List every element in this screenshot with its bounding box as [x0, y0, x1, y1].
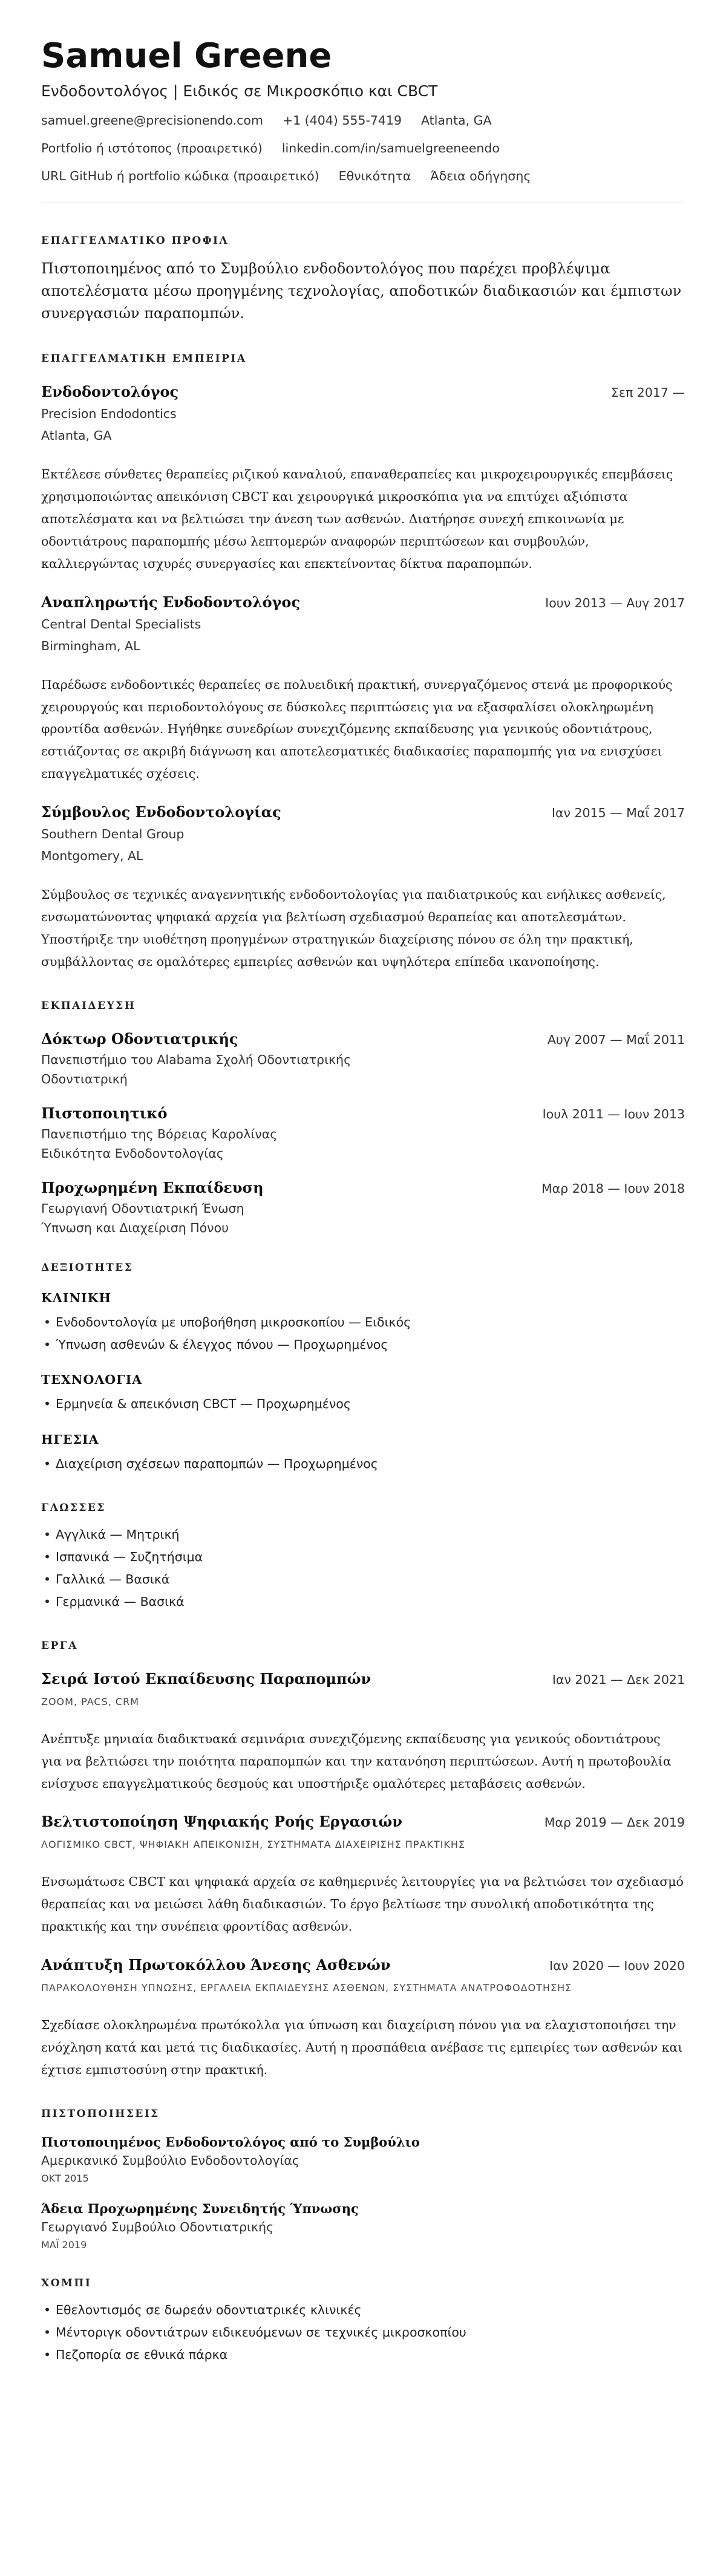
degree-field: Ειδικότητα Ενδοδοντολογίας	[41, 1146, 224, 1161]
skill-group	[41, 1432, 685, 1475]
project-title: Ανάπτυξη Πρωτοκόλλου Άνεσης Ασθενών	[41, 1956, 391, 1974]
hobby-item: • Πεζοπορία σε εθνικά πάρκα	[41, 2344, 685, 2366]
hobby-item: • Εθελοντισμός σε δωρεάν οδοντιατρικές κλινικές	[41, 2299, 685, 2321]
degree-title: Δόκτωρ Οδοντιατρικής	[41, 1029, 238, 1048]
certification-title: Πιστοποιημένος Ενδοδοντολόγος από το Συμβούλιο	[41, 2134, 420, 2150]
education-entry	[41, 1179, 685, 1235]
experience-entry	[41, 593, 685, 785]
project-date: Ιαν 2020 — Ιουν 2020	[549, 1958, 685, 1974]
project-tech: ΛΟΓΙΣΜΙΚΟ CBCT, ΨΗΦΙΑΚΗ ΑΠΕΙΚΟΝΙΣΗ, ΣΥΣΤΗΜΑΤΑ ΔΙΑΧΕΙΡΙΣΗΣ ΠΡΑΚΤΙΚΗΣ	[41, 1839, 466, 1851]
experience-entry	[41, 383, 685, 575]
skill-item: • Διαχείριση σχέσεων παραπομπών — Προχωρημένος	[41, 1453, 685, 1475]
section-title-hobbies: ΧΟΜΠΙ	[41, 2277, 92, 2289]
skill-group-title: ΤΕΧΝΟΛΟΓΙΑ	[41, 1372, 143, 1387]
contact-row-3	[41, 169, 685, 183]
degree-date: Μαρ 2018 — Ιουν 2018	[541, 1181, 685, 1196]
hobby-item: • Μέντοριγκ οδοντιάτρων ειδικευόμενων σε τεχνικές μικροσκοπίου	[41, 2321, 685, 2344]
job-date: Σεπ 2017 —	[610, 385, 685, 400]
project-date: Μαρ 2019 — Δεκ 2019	[544, 1815, 685, 1830]
section-title-profile: ΕΠΑΓΓΕΛΜΑΤΙΚΟ ΠΡΟΦΙΛ	[41, 234, 229, 247]
section-title-projects: ΕΡΓΑ	[41, 1639, 78, 1652]
job-company: Central Dental Specialists	[41, 616, 201, 631]
language-list	[41, 1524, 685, 1613]
language-item: • Ισπανικά — Συζητήσιμα	[41, 1546, 685, 1568]
profile-summary: Πιστοποιημένος από το Συμβούλιο ενδοδοντολόγος που παρέχει προβλέψιμα αποτελέσματα μέσω προηγμένης τεχνολογίας, αποδοτικών διαδικασιών και έμπιστων συνεργασιών παραπομπών.	[41, 259, 682, 322]
project-title: Βελτιστοποίηση Ψηφιακής Ροής Εργασιών	[41, 1813, 402, 1831]
job-date: Ιαν 2015 — Μαΐ 2017	[551, 806, 685, 821]
job-description: Παρέδωσε ενδοδοντικές θεραπείες σε πολυειδική πρακτική, συνεργαζόμενος στενά με προφορικούς χειρουργούς και περιοδοντολόγους σε δύσκολες περιπτώσεις για να εξασφαλίσει ολοκληρωμένη φροντίδα ασθενών. Ηγήθηκε συνεδρίων συνεχιζόμενης εκπαίδευσης για γενικούς οδοντιάτρους, εστιάζοντας σε ακριβή διάγνωση και αποτελεσματικές διαδικασίες παραπομπής για να ενισχύσει επαγγελματικές σχέσεις.	[41, 677, 673, 781]
resume-header	[41, 37, 685, 183]
education-list	[41, 1030, 685, 1235]
job-title: Αναπληρωτής Ενδοδοντολόγος	[41, 593, 301, 611]
job-company: Southern Dental Group	[41, 827, 185, 842]
contact-phone[interactable]: +1 (404) 555-7419	[282, 112, 402, 128]
skill-list	[41, 1393, 685, 1415]
experience-entry	[41, 803, 685, 973]
skill-group-title: ΗΓΕΣΙΑ	[41, 1432, 99, 1447]
contact-linkedin[interactable]: linkedin.com/in/samuelgreeneendo	[281, 140, 500, 155]
section-title-skills: ΔΕΞΙΟΤΗΤΕΣ	[41, 1261, 134, 1274]
certification-issuer: Γεωργιανό Συμβούλιο Οδοντιατρικής	[41, 2219, 274, 2234]
job-location: Birmingham, AL	[41, 638, 140, 653]
skill-item: • Ενδοδοντολογία με υποβοήθηση μικροσκοπίου — Ειδικός	[41, 1311, 685, 1334]
project-tech: ZOOM, PACS, CRM	[41, 1695, 140, 1707]
skill-group	[41, 1372, 685, 1415]
education-entry	[41, 1030, 685, 1086]
contact-driving-license: Άδεια οδήγησης	[430, 168, 531, 183]
language-item: • Γαλλικά — Βασικά	[41, 1568, 685, 1591]
education-entry	[41, 1104, 685, 1161]
degree-date: Αυγ 2007 — Μαΐ 2011	[547, 1032, 685, 1047]
job-title: Ενδοδοντολόγος	[41, 383, 179, 401]
project-description: Ανέπτυξε μηνιαία διαδικτυακά σεμινάρια συνεχιζόμενης εκπαίδευσης για γενικούς οδοντιάτρους για να βελτιώσει την ποιότητα παραπομπών και την κατανόηση περιπτώσεων. Αυτή η πρωτοβουλία ενίσχυσε επαγγελματικούς δεσμούς και υποστήριξε ομαλότερες μεταβάσεις ασθενών.	[41, 1731, 672, 1791]
project-description: Ενσωμάτωσε CBCT και ψηφιακά αρχεία σε καθημερινές λειτουργίες για να βελτιώσει τον σχεδιασμό θεραπείας και να μειώσει λάθη διαδικασιών. Το έργο βελτίωσε την συνολική αποδοτικότητα της πρακτικής και την συνέπεια φροντίδας ασθενών.	[41, 1874, 684, 1934]
contact-portfolio[interactable]: Portfolio ή ιστότοπος (προαιρετικό)	[41, 140, 263, 155]
job-company: Precision Endodontics	[41, 406, 177, 422]
contact-location: Atlanta, GA	[421, 112, 492, 128]
job-description: Εκτέλεσε σύνθετες θεραπείες ριζικού καναλιού, επαναθεραπείες και μικροχειρουργικές επεμβάσεις χρησιμοποιώντας απεικόνιση CBCT και χειρουργικά μικροσκόπια για να επιτύχει αξιόπιστα αποτελέσματα και να βελτιώσει την άνεση των ασθενών. Διατήρησε συνεχή επικοινωνία με οδοντιάτρους παραπομπής μέσω λεπτομερών αναφορών περιπτώσεων και συμβουλών, καλλιεργώντας ισχυρές συνεργασίες και επεκτείνοντας δίκτυα παραπομπών.	[41, 467, 673, 571]
candidate-headline: Ενδοδοντολόγος | Ειδικός σε Μικροσκόπιο και CBCT	[41, 82, 438, 100]
project-description: Σχεδίασε ολοκληρωμένα πρωτόκολλα για ύπνωση και διαχείριση πόνου για να ελαχιστοποιήσει την ενόχληση κατά και μετά τις διαδικασίες. Αυτή η προσπάθεια ανέβασε τις εμπειρίες των ασθενών και έχτισε εμπιστοσύνη στην πρακτική.	[41, 2018, 683, 2077]
hobby-list	[41, 2299, 685, 2366]
certification-date: ΜΑΪ 2019	[41, 2239, 87, 2251]
project-entry	[41, 1670, 685, 1795]
contact-nationality: Εθνικότητα	[338, 168, 411, 183]
contact-row-2	[41, 141, 685, 155]
section-title-languages: ΓΛΩΣΣΕΣ	[41, 1502, 106, 1515]
contact-row-1	[41, 113, 685, 128]
contact-github[interactable]: URL GitHub ή portfolio κώδικα (προαιρετικό)	[41, 168, 319, 183]
project-tech: ΠΑΡΑΚΟΛΟΥΘΗΣΗ ΥΠΝΩΣΗΣ, ΕΡΓΑΛΕΙΑ ΕΚΠΑΙΔΕΥΣΗΣ ΑΣΘΕΝΩΝ, ΣΥΣΤΗΜΑΤΑ ΑΝΑΤΡΟΦΟΔΟΤΗΣΗΣ	[41, 1982, 572, 1994]
job-date: Ιουν 2013 — Αυγ 2017	[545, 595, 685, 610]
candidate-name: Samuel Greene	[41, 36, 332, 76]
certification-entry	[41, 2134, 685, 2184]
skill-group	[41, 1291, 685, 1356]
job-title: Σύμβουλος Ενδοδοντολογίας	[41, 803, 281, 821]
degree-institution: Πανεπιστήμιο της Βόρειας Καρολίνας	[41, 1126, 278, 1141]
section-title-experience: ΕΠΑΓΓΕΛΜΑΤΙΚΗ ΕΜΠΕΙΡΙΑ	[41, 353, 247, 365]
certification-list	[41, 2134, 685, 2251]
degree-title: Πιστοποιητικό	[41, 1104, 168, 1122]
degree-institution: Γεωργιανή Οδοντιατρική Ένωση	[41, 1201, 244, 1216]
degree-institution: Πανεπιστήμιο του Alabama Σχολή Οδοντιατρικής	[41, 1052, 352, 1067]
section-title-certifications: ΠΙΣΤΟΠΟΙΗΣΕΙΣ	[41, 2107, 160, 2120]
project-entry	[41, 1956, 685, 2081]
certification-entry	[41, 2201, 685, 2251]
project-title: Σειρά Ιστού Εκπαίδευσης Παραπομπών	[41, 1669, 371, 1687]
skill-list	[41, 1311, 685, 1356]
job-location: Montgomery, AL	[41, 849, 143, 864]
degree-field: Οδοντιατρική	[41, 1071, 128, 1086]
certification-issuer: Αμερικανικό Συμβούλιο Ενδοδοντολογίας	[41, 2153, 299, 2168]
skill-item: • Ύπνωση ασθενών & έλεγχος πόνου — Προχωρημένος	[41, 1334, 685, 1356]
skill-item: • Ερμηνεία & απεικόνιση CBCT — Προχωρημένος	[41, 1393, 685, 1415]
skill-group-title: ΚΛΙΝΙΚΗ	[41, 1290, 111, 1305]
degree-date: Ιουλ 2011 — Ιουν 2013	[542, 1106, 685, 1121]
certification-title: Άδεια Προχωρημένης Συνειδητής Ύπνωσης	[41, 2200, 359, 2216]
language-item: • Γερμανικά — Βασικά	[41, 1591, 685, 1613]
degree-field: Ύπνωση και Διαχείριση Πόνου	[41, 1220, 229, 1235]
degree-title: Προχωρημένη Εκπαίδευση	[41, 1178, 264, 1196]
project-entry	[41, 1813, 685, 1938]
certification-date: ΟΚΤ 2015	[41, 2172, 89, 2184]
job-location: Atlanta, GA	[41, 428, 112, 443]
job-description: Σύμβουλος σε τεχνικές αναγεννητικής ενδοδοντολογίας για παιδιατρικούς και ενήλικες ασθενείς, ενσωματώνοντας ψηφιακά αρχεία για βελτίωση σχεδιασμού θεραπείας και αποτελεσμάτων. Υποστήριξε την υιοθέτηση προηγμένων στρατηγικών διαχείρισης πόνου σε όλη την πρακτική, συμβάλλοντας σε ομαλότερες εμπειρίες ασθενών και υψηλότερα επίπεδα ικανοποίησης.	[41, 887, 666, 969]
skill-list	[41, 1453, 685, 1475]
language-item: • Αγγλικά — Μητρική	[41, 1524, 685, 1546]
project-date: Ιαν 2021 — Δεκ 2021	[552, 1672, 685, 1687]
contact-email[interactable]: samuel.greene@precisionendo.com	[41, 112, 263, 128]
section-title-education: ΕΚΠΑΙΔΕΥΣΗ	[41, 999, 136, 1012]
